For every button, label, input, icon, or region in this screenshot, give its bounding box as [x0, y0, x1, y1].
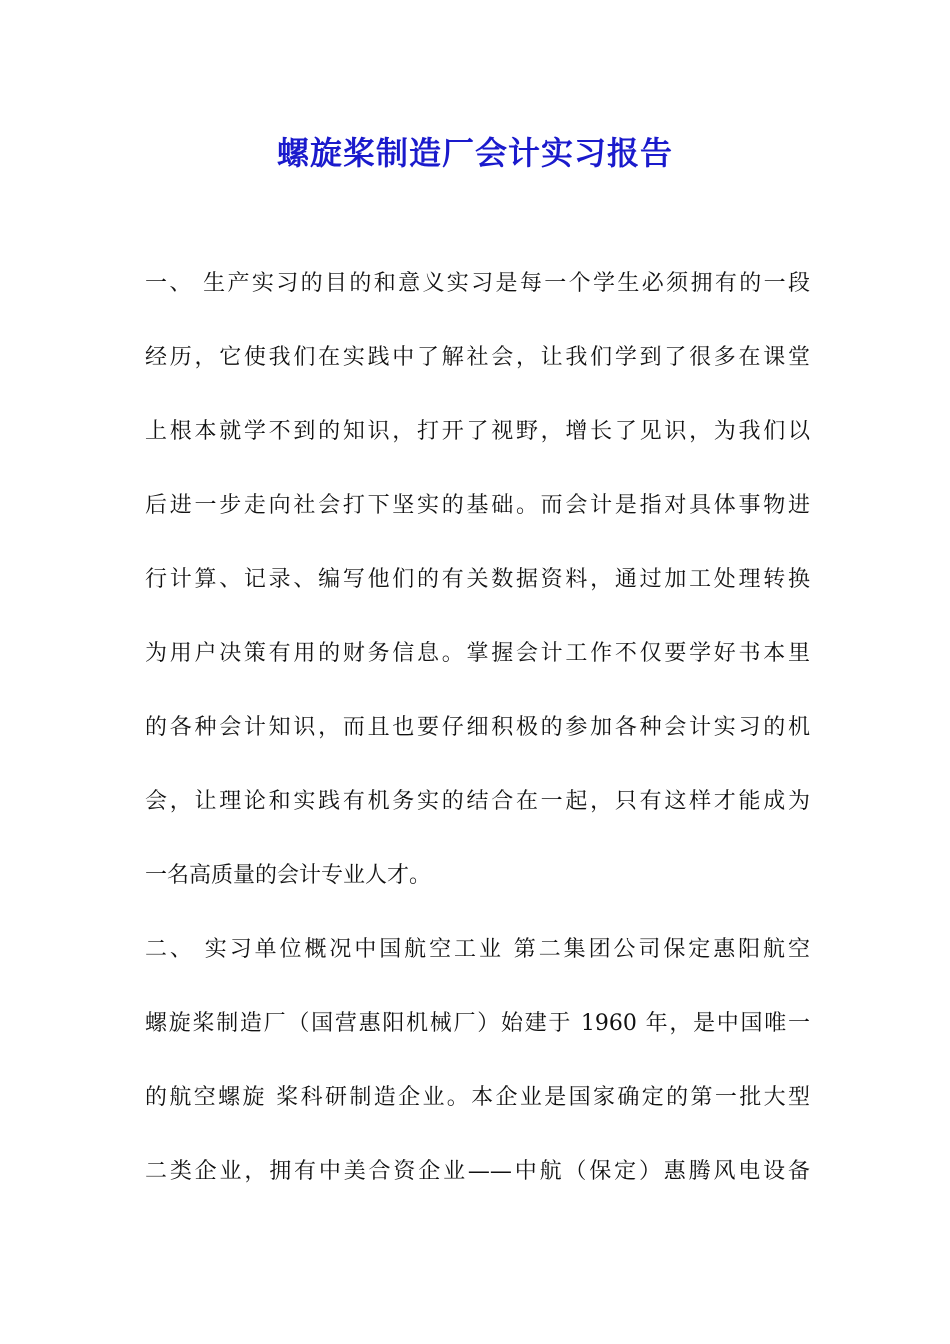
body-line: 行计算、记录、编写他们的有关数据资料，通过加工处理转换 [145, 567, 810, 592]
body-line: 的航空螺旋 桨科研制造企业。本企业是国家确定的第一批大型 [145, 1085, 810, 1110]
body-line: 经历，它使我们在实践中了解社会，让我们学到了很多在课堂 [145, 345, 810, 370]
body-line: 二、 实习单位概况中国航空工业 第二集团公司保定惠阳航空 [145, 937, 810, 962]
body-line: 上根本就学不到的知识，打开了视野，增长了见识，为我们以 [145, 419, 810, 444]
body-line: 会，让理论和实践有机务实的结合在一起，只有这样才能成为 [145, 789, 810, 814]
body-line: 螺旋桨制造厂（国营惠阳机械厂）始建于 1960 年，是中国唯一 [145, 1011, 810, 1036]
body-line: 一、 生产实习的目的和意义实习是每一个学生必须拥有的一段 [145, 271, 810, 296]
body-line-last: 一名高质量的会计专业人才。 [145, 863, 432, 888]
body-line: 为用户决策有用的财务信息。掌握会计工作不仅要学好书本里 [145, 641, 810, 666]
document-title: 螺旋桨制造厂会计实习报告 [276, 134, 673, 172]
body-line: 的各种会计知识，而且也要仔细积极的参加各种会计实习的机 [145, 715, 810, 740]
body-line: 二类企业，拥有中美合资企业——中航（保定）惠腾风电设备 [145, 1159, 810, 1184]
body-line: 后进一步走向社会打下坚实的基础。而会计是指对具体事物进 [145, 493, 810, 518]
document-body [145, 265, 810, 1227]
